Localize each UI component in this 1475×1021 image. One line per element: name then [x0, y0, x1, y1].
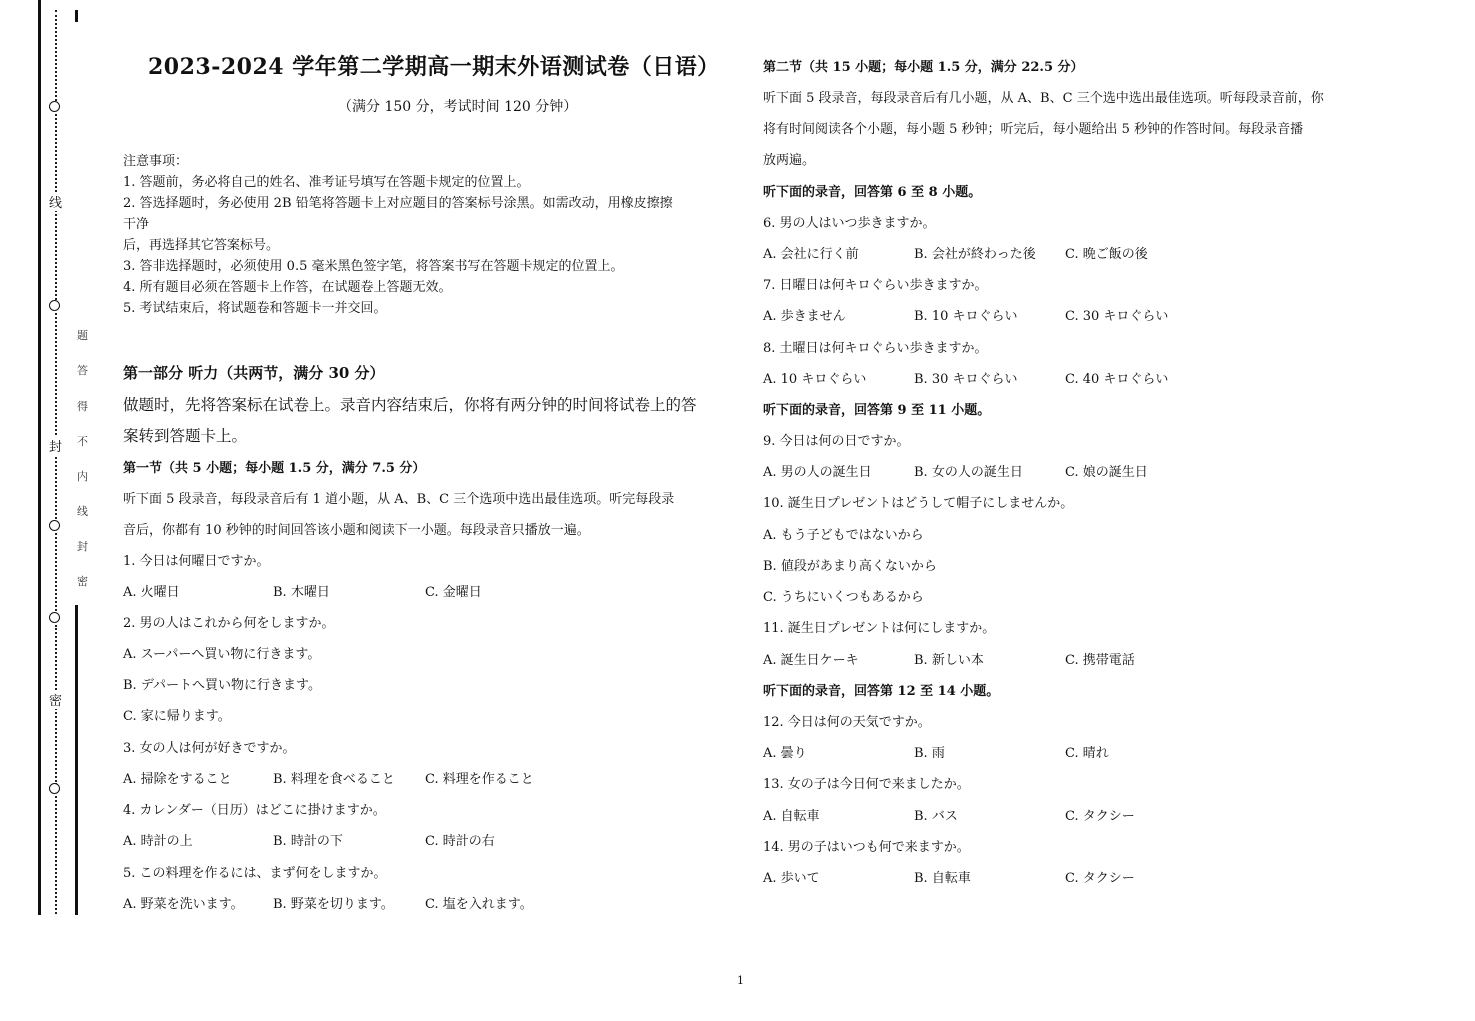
q11-option-a: A. 誕生日ケーキ [763, 653, 859, 668]
question-1: 1. 今日は何曜日ですか。 [123, 554, 270, 569]
q4-option-a: A. 時計の上 [123, 834, 193, 849]
page-subtitle: （满分 150 分，考试时间 120 分钟） [338, 99, 578, 115]
binding-note-char: 封 [77, 540, 88, 553]
q12-option-c: C. 晴れ [1065, 746, 1109, 761]
q11-option-c: C. 携帯電話 [1065, 653, 1135, 668]
question-4: 4. カレンダー（日历）はどこに掛けますか。 [123, 803, 386, 818]
q1-option-b: B. 木曜日 [273, 585, 330, 600]
q8-option-a: A. 10 キロぐらい [763, 372, 867, 387]
binding-note-char: 内 [77, 470, 88, 483]
q3-option-c: C. 料理を作ること [425, 772, 534, 787]
q10-option-a: A. もう子どもではないから [763, 528, 924, 543]
binding-circle [49, 300, 60, 311]
q13-option-c: C. タクシー [1065, 809, 1135, 824]
binding-note-char: 不 [77, 435, 88, 448]
q10-option-b: B. 値段があまり高くないから [763, 559, 937, 574]
q11-option-b: B. 新しい本 [914, 653, 984, 668]
binding-note-char: 密 [77, 575, 88, 588]
q3-option-b: B. 料理を食べること [273, 772, 395, 787]
notice-line: 3. 答非选择题时，必须使用 0.5 毫米黑色签字笔，将答案书写在答题卡规定的位置上。 [123, 259, 624, 274]
section1-heading: 第一节（共 5 小题；每小题 1.5 分，满分 7.5 分） [123, 461, 426, 476]
q8-option-c: C. 40 キロぐらい [1065, 372, 1169, 387]
question-12: 12. 今日は何の天気ですか。 [763, 715, 931, 730]
q6-option-a: A. 会社に行く前 [763, 247, 859, 262]
question-14: 14. 男の子はいつも何で来ますか。 [763, 840, 970, 855]
notice-line: 5. 考试结束后，将试题卷和答题卡一并交回。 [123, 301, 387, 316]
notice-line: 干净 [123, 217, 150, 232]
binding-circle [49, 612, 60, 623]
binding-circle [49, 101, 60, 112]
q1-option-c: C. 金曜日 [425, 585, 482, 600]
binding-label-feng: 封 [49, 436, 62, 455]
q4-option-b: B. 時計の下 [273, 834, 343, 849]
q2-option-c: C. 家に帰ります。 [123, 709, 231, 724]
binding-label-xian: 线 [49, 192, 62, 211]
part1-heading: 第一部分 听力（共两节，满分 30 分） [123, 364, 385, 382]
question-7: 7. 日曜日は何キロぐらい歩きますか。 [763, 278, 988, 293]
notice-line: 4. 所有题目必须在答题卡上作答，在试题卷上答题无效。 [123, 280, 452, 295]
binding-circle [49, 520, 60, 531]
binding-circle [49, 783, 60, 794]
group-heading-9-11: 听下面的录音，回答第 9 至 11 小题。 [763, 403, 991, 418]
question-8: 8. 土曜日は何キロぐらい歩きますか。 [763, 341, 988, 356]
q14-option-c: C. タクシー [1065, 871, 1135, 886]
binding-note-char: 线 [77, 505, 88, 518]
q14-option-a: A. 歩いて [763, 871, 820, 886]
group-heading-12-14: 听下面的录音，回答第 12 至 14 小题。 [763, 684, 1000, 699]
question-9: 9. 今日は何の日ですか。 [763, 434, 910, 449]
section2-intro: 听下面 5 段录音，每段录音后有几小题，从 A、B、C 三个选中选出最佳选项。听每段录音前，你 [763, 91, 1324, 106]
binding-inner-line [75, 10, 78, 22]
part1-lead: 案转到答题卡上。 [123, 427, 248, 445]
group-heading-6-8: 听下面的录音，回答第 6 至 8 小题。 [763, 185, 982, 200]
q7-option-a: A. 歩きません [763, 309, 846, 324]
q8-option-b: B. 30 キロぐらい [914, 372, 1018, 387]
binding-note-char: 题 [77, 329, 88, 342]
section1-intro: 音后，你都有 10 秒钟的时间回答该小题和阅读下一小题。每段录音只播放一遍。 [123, 523, 590, 538]
section2-intro: 将有时间阅读各个小题，每小题 5 秒钟；听完后，每小题给出 5 秒钟的作答时间。每段录音播 [763, 122, 1304, 137]
part1-lead: 做题时，先将答案标在试卷上。录音内容结束后，你将有两分钟的时间将试卷上的答 [123, 396, 697, 414]
q12-option-a: A. 曇り [763, 746, 807, 761]
notice-line: 1. 答题前，务必将自己的姓名、准考证号填写在答题卡规定的位置上。 [123, 175, 530, 190]
q9-option-b: B. 女の人の誕生日 [914, 465, 1023, 480]
q3-option-a: A. 掃除をすること [123, 772, 232, 787]
q12-option-b: B. 雨 [914, 746, 945, 761]
binding-dotted-line [55, 796, 57, 914]
question-11: 11. 誕生日プレゼントは何にしますか。 [763, 621, 996, 636]
q9-option-c: C. 娘の誕生日 [1065, 465, 1148, 480]
q6-option-c: C. 晩ご飯の後 [1065, 247, 1148, 262]
q14-option-b: B. 自転車 [914, 871, 971, 886]
q5-option-a: A. 野菜を洗います。 [123, 897, 244, 912]
question-13: 13. 女の子は今日何で来ましたか。 [763, 777, 970, 792]
binding-note-char: 答 [77, 364, 88, 377]
q2-option-b: B. デパートへ買い物に行きます。 [123, 678, 321, 693]
question-6: 6. 男の人はいつ歩きますか。 [763, 216, 936, 231]
page-title: 2023-2024 学年第二学期高一期末外语测试卷（日语） [148, 54, 720, 80]
binding-dotted-line [55, 10, 57, 105]
notice-heading: 注意事项： [123, 154, 189, 169]
q13-option-b: B. バス [914, 809, 958, 824]
notice-line: 后，再选择其它答案标号。 [123, 238, 280, 253]
binding-inner-line [75, 605, 78, 915]
q5-option-c: C. 塩を入れます。 [425, 897, 533, 912]
question-10: 10. 誕生日プレゼントはどうして帽子にしませんか。 [763, 496, 1074, 511]
question-3: 3. 女の人は何が好きですか。 [123, 741, 296, 756]
section2-heading: 第二节（共 15 小题；每小题 1.5 分，满分 22.5 分） [763, 60, 1084, 75]
binding-note-char: 得 [77, 400, 88, 413]
q13-option-a: A. 自転車 [763, 809, 820, 824]
section2-intro: 放两遍。 [763, 153, 816, 168]
q7-option-b: B. 10 キロぐらい [914, 309, 1018, 324]
question-5: 5. この料理を作るには、まず何をしますか。 [123, 866, 387, 881]
q4-option-c: C. 時計の右 [425, 834, 495, 849]
q7-option-c: C. 30 キロぐらい [1065, 309, 1169, 324]
binding-dotted-line [55, 313, 57, 523]
q10-option-c: C. うちにいくつもあるから [763, 590, 924, 605]
q9-option-a: A. 男の人の誕生日 [763, 465, 872, 480]
q2-option-a: A. スーパーへ買い物に行きます。 [123, 647, 321, 662]
binding-dotted-line [55, 533, 57, 615]
notice-line: 2. 答选择题时，务必使用 2B 铅笔将答题卡上对应题目的答案标号涂黑。如需改动，用橡皮擦擦 [123, 196, 673, 211]
binding-label-mi: 密 [49, 690, 62, 709]
section1-intro: 听下面 5 段录音，每段录音后有 1 道小题，从 A、B、C 三个选项中选出最佳选项。听完每段录 [123, 492, 675, 507]
page-number: 1 [737, 974, 744, 987]
question-2: 2. 男の人はこれから何をしますか。 [123, 616, 335, 631]
q6-option-b: B. 会社が終わった後 [914, 247, 1036, 262]
q1-option-a: A. 火曜日 [123, 585, 180, 600]
q5-option-b: B. 野菜を切ります。 [273, 897, 394, 912]
binding-thick-line [38, 0, 41, 915]
